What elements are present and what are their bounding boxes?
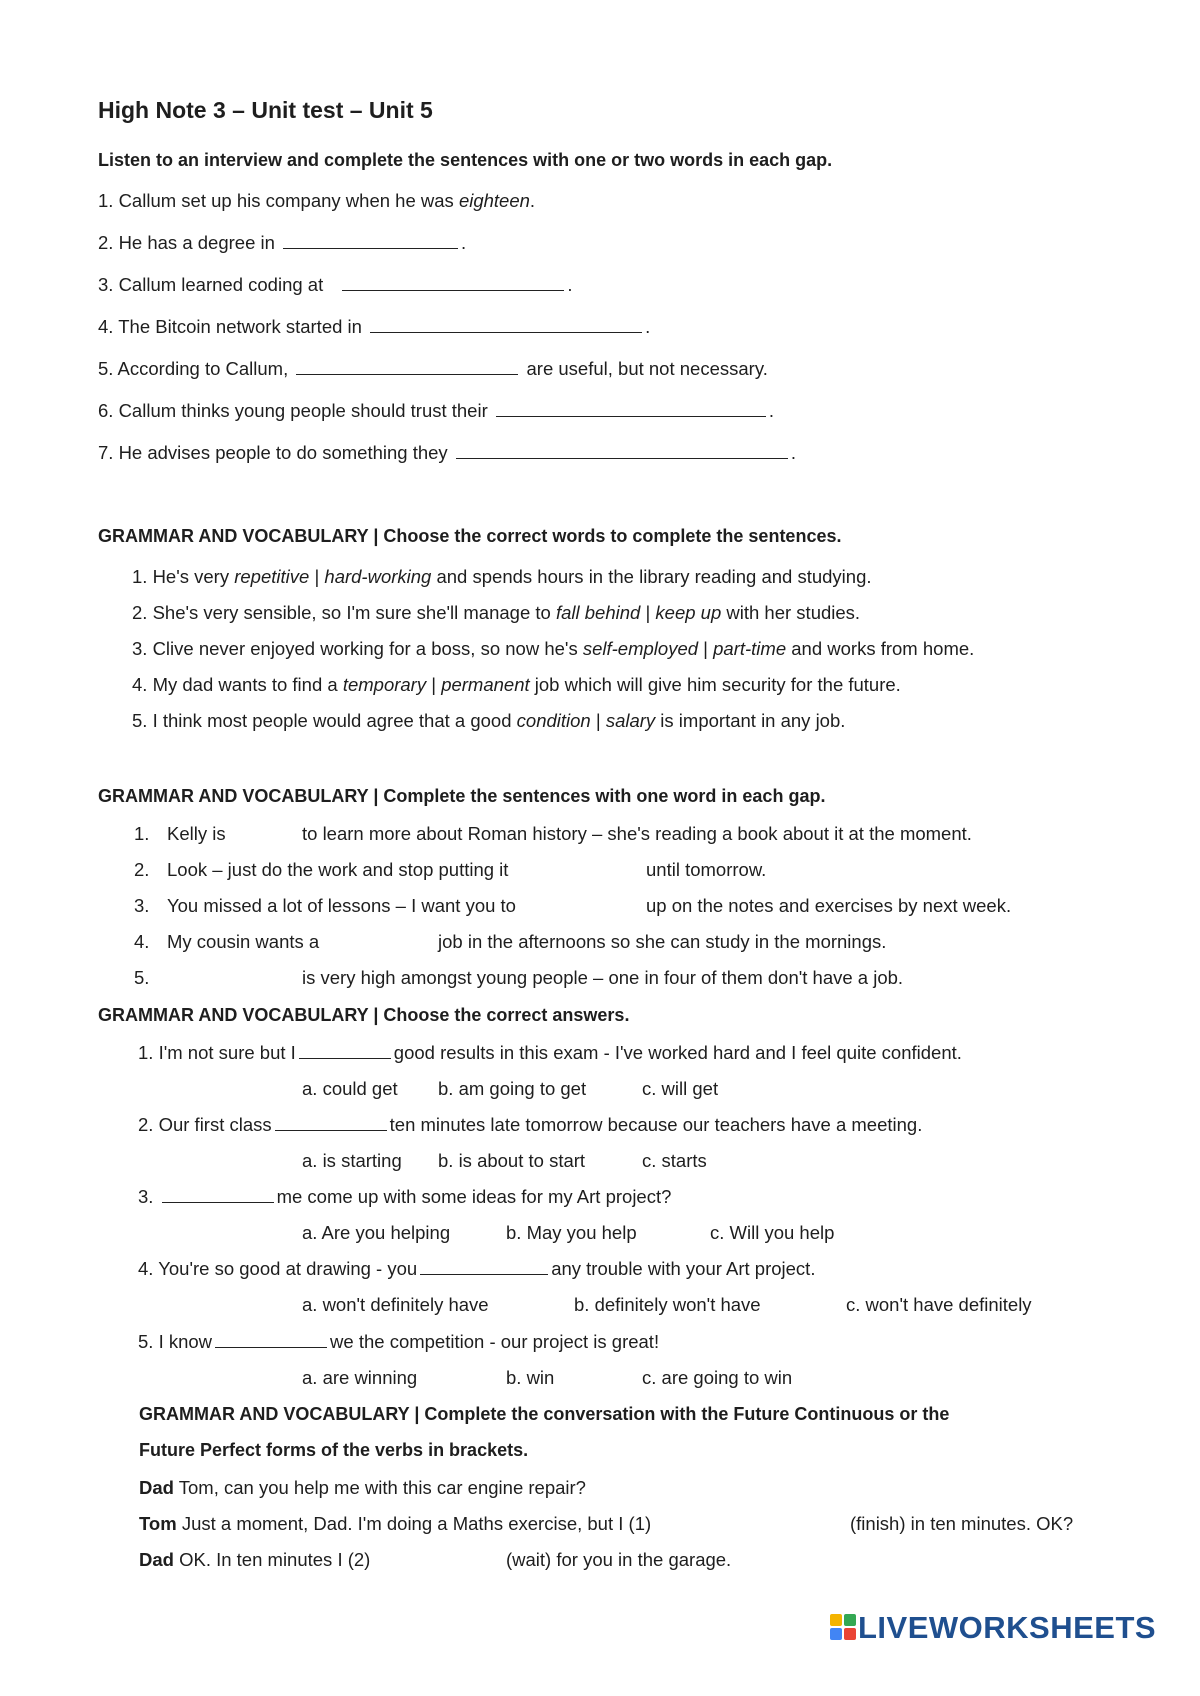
s1-item-5: 5. According to Callum, are useful, but not necessary. [98, 358, 768, 379]
s1-item-2: 2. He has a degree in . [98, 232, 467, 253]
s4-question-2: 2. Our first class ten minutes late tomorrow because our teachers have a meeting. [138, 1114, 923, 1135]
s4-q5-option-b[interactable]: b. win [506, 1367, 555, 1388]
s2-item-5: 5. I think most people would agree that a good condition | salary is important in any job. [132, 710, 846, 731]
s4-q1-option-b[interactable]: b. am going to get [438, 1078, 587, 1099]
dialogue-line-3-verb: (wait) for you in the garage. [506, 1549, 732, 1570]
option-b[interactable]: hard-working [324, 566, 432, 587]
s3-item-5-post: is very high amongst young people – one in four of them don't have a job. [302, 967, 904, 988]
dialogue-line-2: Tom Just a moment, Dad. I'm doing a Maths exercise, but I (1) [139, 1513, 652, 1534]
liveworksheets-logo: LIVEWORKSHEETS [830, 1610, 1156, 1646]
answer-blank[interactable] [283, 247, 458, 249]
s1-item-4: 4. The Bitcoin network started in . [98, 316, 651, 337]
s1-item-7: 7. He advises people to do something they . [98, 442, 796, 463]
s4-question-3: 3. me come up with some ideas for my Art project? [138, 1186, 672, 1207]
answer-blank[interactable] [342, 289, 564, 291]
answer-blank[interactable] [370, 331, 642, 333]
s3-num-3: 3. [134, 895, 150, 916]
option-a[interactable]: fall behind [555, 602, 641, 623]
s3-num-5: 5. [134, 967, 150, 988]
s4-q2-option-a[interactable]: a. is starting [302, 1150, 402, 1171]
answer-blank[interactable] [275, 1129, 387, 1131]
s4-q3-option-c[interactable]: c. Will you help [710, 1222, 835, 1243]
answer-blank[interactable] [456, 457, 788, 459]
s2-item-3: 3. Clive never enjoyed working for a boss, so now he's self-employed | part-time and works from home. [132, 638, 975, 659]
answer-blank[interactable] [296, 373, 518, 375]
section-1-instructions: Listen to an interview and complete the sentences with one or two words in each gap. [98, 150, 833, 170]
option-a[interactable]: repetitive [234, 566, 310, 587]
s4-question-1: 1. I'm not sure but I good results in this exam - I've worked hard and I feel quite confident. [138, 1042, 962, 1063]
s4-question-5: 5. I know we the competition - our project is great! [138, 1331, 660, 1352]
s4-q3-option-b[interactable]: b. May you help [506, 1222, 637, 1243]
s4-q4-option-b[interactable]: b. definitely won't have [574, 1294, 761, 1315]
s4-q1-option-a[interactable]: a. could get [302, 1078, 398, 1099]
s3-num-1: 1. [134, 823, 150, 844]
s3-item-2-pre: Look – just do the work and stop putting it [167, 859, 509, 880]
s1-item-1: 1. Callum set up his company when he was eighteen. [98, 190, 536, 211]
s2-item-1: 1. He's very repetitive | hard-working and spends hours in the library reading and studying. [132, 566, 872, 587]
speaker: Dad [139, 1477, 174, 1498]
option-b[interactable]: salary [605, 710, 656, 731]
s4-q2-option-c[interactable]: c. starts [642, 1150, 707, 1171]
answer-blank[interactable] [299, 1057, 391, 1059]
s3-item-4-pre: My cousin wants a [167, 931, 320, 952]
s4-q4-option-a[interactable]: a. won't definitely have [302, 1294, 489, 1315]
speaker: Tom [139, 1513, 177, 1534]
s3-item-3-pre: You missed a lot of lessons – I want you to [167, 895, 516, 916]
s3-num-4: 4. [134, 931, 150, 952]
s4-question-4: 4. You're so good at drawing - you any trouble with your Art project. [138, 1258, 816, 1279]
s3-num-2: 2. [134, 859, 150, 880]
s4-q5-option-c[interactable]: c. are going to win [642, 1367, 793, 1388]
option-a[interactable]: temporary [342, 674, 427, 695]
answer-blank[interactable] [420, 1273, 548, 1275]
option-a[interactable]: self-employed [582, 638, 699, 659]
s4-q1-option-c[interactable]: c. will get [642, 1078, 719, 1099]
section-5-instructions-line-1: GRAMMAR AND VOCABULARY | Complete the conversation with the Future Continuous or the [139, 1404, 950, 1424]
section-5-instructions-line-2: Future Perfect forms of the verbs in brackets. [139, 1440, 529, 1460]
s2-item-2: 2. She's very sensible, so I'm sure she'll manage to fall behind | keep up with her studies. [132, 602, 861, 623]
dialogue-line-1: Dad Tom, can you help me with this car engine repair? [139, 1477, 586, 1498]
s2-item-4: 4. My dad wants to find a temporary | permanent job which will give him security for the future. [132, 674, 901, 695]
answer-blank[interactable] [215, 1346, 327, 1348]
s4-q5-option-a[interactable]: a. are winning [302, 1367, 418, 1388]
logo-grid-icon [830, 1614, 856, 1640]
answer-blank[interactable] [162, 1201, 274, 1203]
s3-item-2-post: until tomorrow. [646, 859, 767, 880]
section-2-instructions: GRAMMAR AND VOCABULARY | Choose the correct words to complete the sentences. [98, 526, 842, 546]
s1-item-6: 6. Callum thinks young people should trust their . [98, 400, 775, 421]
s3-item-1-pre: Kelly is [167, 823, 226, 844]
s1-item-3: 3. Callum learned coding at . [98, 274, 573, 295]
s3-item-3-post: up on the notes and exercises by next week. [646, 895, 1012, 916]
section-3-instructions: GRAMMAR AND VOCABULARY | Complete the sentences with one word in each gap. [98, 786, 826, 806]
dialogue-line-2-verb: (finish) in ten minutes. OK? [850, 1513, 1074, 1534]
s4-q4-option-c[interactable]: c. won't have definitely [846, 1294, 1032, 1315]
option-a[interactable]: condition [516, 710, 591, 731]
section-4-instructions: GRAMMAR AND VOCABULARY | Choose the correct answers. [98, 1005, 630, 1025]
option-b[interactable]: keep up [655, 602, 722, 623]
speaker: Dad [139, 1549, 174, 1570]
s4-q3-option-a[interactable]: a. Are you helping [302, 1222, 451, 1243]
option-b[interactable]: permanent [441, 674, 530, 695]
page-title: High Note 3 – Unit test – Unit 5 [98, 97, 433, 123]
s4-q2-option-b[interactable]: b. is about to start [438, 1150, 586, 1171]
s3-item-4-post: job in the afternoons so she can study in the mornings. [438, 931, 887, 952]
answer-blank[interactable] [496, 415, 766, 417]
option-b[interactable]: part-time [713, 638, 787, 659]
dialogue-line-3: Dad OK. In ten minutes I (2) [139, 1549, 371, 1570]
s3-item-1-post: to learn more about Roman history – she's reading a book about it at the moment. [302, 823, 972, 844]
